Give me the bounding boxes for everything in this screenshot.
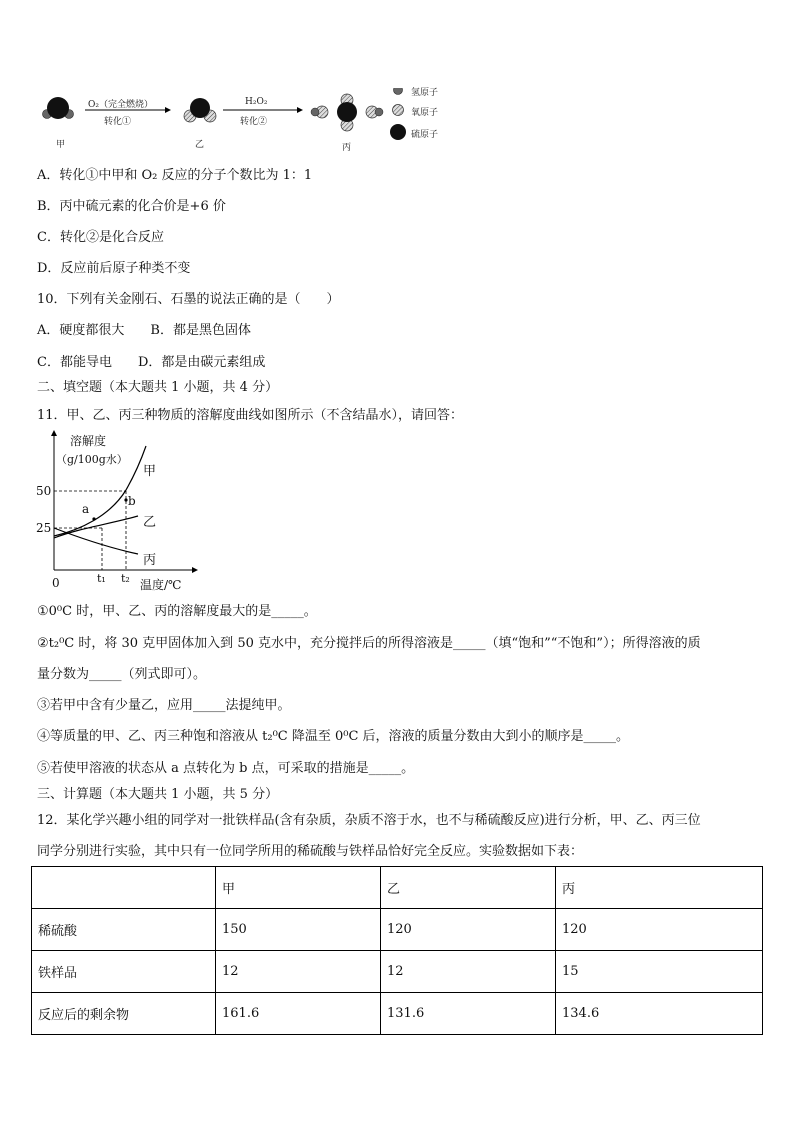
label-bing: 丙 <box>342 143 352 153</box>
q9-option-b: B．丙中硫元素的化合价是+6 价 <box>37 199 226 214</box>
molecule-jia <box>43 97 74 119</box>
curve-label-yi: 乙 <box>143 515 157 530</box>
q12-stem-1: 12．某化学兴趣小组的同学对一批铁样品(含有杂质，杂质不溶于水，也不与稀硫酸反应)进行分析，甲、乙、丙三位 <box>37 813 701 828</box>
chart-tick-t1: t₁ <box>97 572 106 585</box>
curve-bing <box>54 528 138 554</box>
chart-ylabel-1: 溶解度 <box>70 434 107 448</box>
table-cell: 150 <box>216 909 381 951</box>
arrow1-top-label: O₂（完全燃烧） <box>88 100 153 110</box>
point-label-a: a <box>82 502 90 516</box>
table-cell: 120 <box>556 909 763 951</box>
table-row-label: 反应后的剩余物 <box>32 993 216 1035</box>
section-3-heading: 三、计算题（本大题共 1 小题，共 5 分） <box>37 787 279 802</box>
molecule-yi <box>184 98 216 122</box>
table-row <box>32 909 763 951</box>
table-cell: 12 <box>216 951 381 993</box>
table-cell: 131.6 <box>381 993 556 1035</box>
point-label-b: b <box>128 494 136 508</box>
chart-origin: 0 <box>52 576 60 590</box>
chart-ylabel-2: （g/100g水） <box>56 453 128 466</box>
table-header-cell: 丙 <box>556 867 763 909</box>
chart-tick-25: 25 <box>36 521 52 535</box>
table-cell: 134.6 <box>556 993 763 1035</box>
table-row <box>32 993 763 1035</box>
q11-sub-3: ③若甲中含有少量乙，应用_____法提纯甲。 <box>37 698 291 713</box>
arrow1-bottom-label: 转化① <box>104 117 132 127</box>
table-header-row <box>32 867 763 909</box>
point-a <box>92 517 95 520</box>
molecule-bing <box>311 94 383 131</box>
q10-options-ab: A．硬度都很大 B．都是黑色固体 <box>37 323 251 338</box>
q12-stem-2: 同学分别进行实验，其中只有一位同学所用的稀硫酸与铁样品恰好完全反应。实验数据如下表： <box>37 844 584 859</box>
q11-sub-2a: ②t₂⁰C 时，将 30 克甲固体加入到 50 克水中，充分搅拌后的所得溶液是_____（填“饱和”“不饱和”）；所得溶液的质 <box>37 636 701 651</box>
q10-stem: 10．下列有关金刚石、石墨的说法正确的是（ ） <box>37 292 340 307</box>
q10-options-cd: C．都能导电 D．都是由碳元素组成 <box>37 355 266 370</box>
table-cell: 161.6 <box>216 993 381 1035</box>
curve-label-jia: 甲 <box>143 464 157 479</box>
q9-option-c: C．转化②是化合反应 <box>37 230 164 245</box>
table-header-cell: 甲 <box>216 867 381 909</box>
legend <box>390 88 406 140</box>
section-2-heading: 二、填空题（本大题共 1 小题，共 4 分） <box>37 380 279 395</box>
table-header-cell <box>32 867 216 909</box>
label-jia: 甲 <box>56 140 66 150</box>
table-cell: 15 <box>556 951 763 993</box>
legend-oxygen: 氧原子 <box>411 108 439 118</box>
experiment-data-table <box>31 866 763 1035</box>
q11-sub-4: ④等质量的甲、乙、丙三种饱和溶液从 t₂⁰C 降温至 0⁰C 后，溶液的质量分数由大到小的顺序是_____。 <box>37 729 630 744</box>
table-cell: 12 <box>381 951 556 993</box>
curve-label-bing: 丙 <box>143 553 157 568</box>
q9-option-a: A．转化①中甲和 O₂ 反应的分子个数比为 1：1 <box>37 168 313 183</box>
legend-hydrogen: 氢原子 <box>411 88 439 98</box>
table-cell: 120 <box>381 909 556 951</box>
q11-sub-5: ⑤若使甲溶液的状态从 a 点转化为 b 点，可采取的措施是_____。 <box>37 761 415 776</box>
table-row-label: 铁样品 <box>32 951 216 993</box>
chart-xlabel: 温度/℃ <box>140 578 182 592</box>
q11-sub-2b: 量分数为_____（列式即可）。 <box>37 667 207 682</box>
arrow2-bottom-label: 转化② <box>240 117 268 127</box>
arrow2-top-label: H₂O₂ <box>245 97 268 107</box>
q11-sub-1: ①0⁰C 时，甲、乙、丙的溶解度最大的是_____。 <box>37 604 317 619</box>
table-row <box>32 951 763 993</box>
q11-stem: 11．甲、乙、丙三种物质的溶解度曲线如图所示（不含结晶水），请回答： <box>37 408 464 423</box>
chart-tick-t2: t₂ <box>121 572 130 585</box>
table-row-label: 稀硫酸 <box>32 909 216 951</box>
label-yi: 乙 <box>195 140 205 150</box>
chart-tick-50: 50 <box>36 484 52 498</box>
table-header-cell: 乙 <box>381 867 556 909</box>
legend-sulfur: 硫原子 <box>411 130 439 140</box>
q9-option-d: D．反应前后原子种类不变 <box>37 261 191 276</box>
